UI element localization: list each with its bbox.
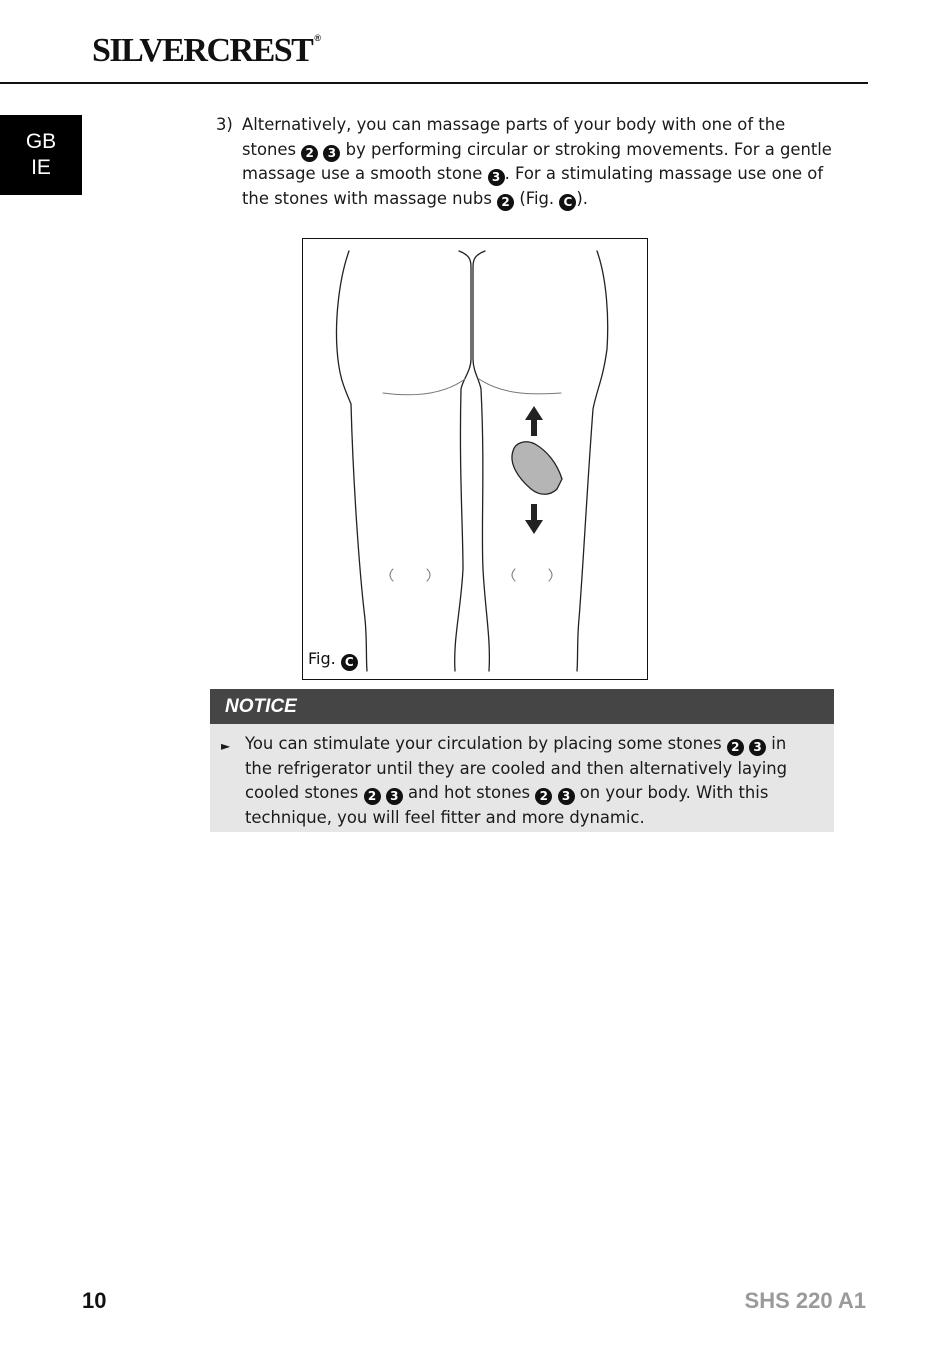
badge-stone-2: 2	[727, 739, 744, 756]
notice-text-4: on your body. With this technique, you will feel fitter and more dynamic.	[245, 783, 769, 827]
notice-text-1: You can stimulate your circulation by placing some stones	[245, 734, 722, 753]
figure-caption-text: Fig.	[308, 649, 336, 668]
badge-stone-3: 3	[323, 145, 340, 162]
badge-stone-3: 3	[749, 739, 766, 756]
arrow-down-icon	[525, 504, 543, 534]
logo-text: SILVERCREST	[92, 32, 313, 69]
silvercrest-logo	[92, 34, 321, 68]
header-rule	[0, 82, 868, 84]
step-3	[216, 113, 841, 211]
bullet-arrow-icon: ►	[221, 739, 231, 753]
page-number: 10	[82, 1288, 107, 1313]
gluteal-fold-right	[479, 379, 561, 394]
notice-body	[210, 724, 834, 830]
badge-stone-2: 2	[535, 788, 552, 805]
arrow-up-icon	[525, 406, 543, 436]
step-text-4: (Fig.	[519, 188, 555, 208]
step-text-5: ).	[576, 188, 588, 208]
massage-stone-shape	[512, 442, 562, 494]
logo-registered-mark: ®	[314, 33, 321, 43]
language-gb: GB	[25, 130, 57, 153]
legs-illustration	[303, 239, 646, 678]
language-tab	[0, 115, 82, 195]
badge-stone-2: 2	[497, 194, 514, 211]
step-text-2: by performing circular or stroking movements. For a gentle massage use a smooth stone	[242, 139, 832, 183]
notice-title: NOTICE	[210, 689, 834, 724]
center-crease	[455, 251, 471, 671]
badge-stone-2: 2	[364, 788, 381, 805]
notice-text-2: in the refrigerator until they are cooled and then alternatively laying cooled stones	[245, 734, 788, 802]
badge-fig-c: C	[341, 654, 358, 671]
figure-caption	[308, 649, 358, 671]
badge-stone-3: 3	[488, 169, 505, 186]
badge-stone-3: 3	[558, 788, 575, 805]
step-text-3: . For a stimulating massage use one of the stones with massage nubs	[242, 164, 824, 208]
step-text	[216, 113, 841, 211]
badge-stone-3: 3	[386, 788, 403, 805]
notice-text-3: and hot stones	[407, 783, 531, 802]
language-ie: IE	[31, 156, 51, 179]
step-text-1: Alternatively, you can massage parts of your body with one of the stones	[242, 115, 786, 159]
right-leg-outline	[577, 251, 608, 671]
badge-fig-c: C	[559, 194, 576, 211]
gluteal-fold-left	[383, 379, 465, 395]
model-number: SHS 220 A1	[744, 1288, 866, 1313]
step-number: 3)	[216, 115, 233, 134]
notice-box	[210, 689, 834, 832]
badge-stone-2: 2	[301, 145, 318, 162]
figure-c	[302, 238, 648, 680]
left-leg-outline	[337, 251, 368, 671]
